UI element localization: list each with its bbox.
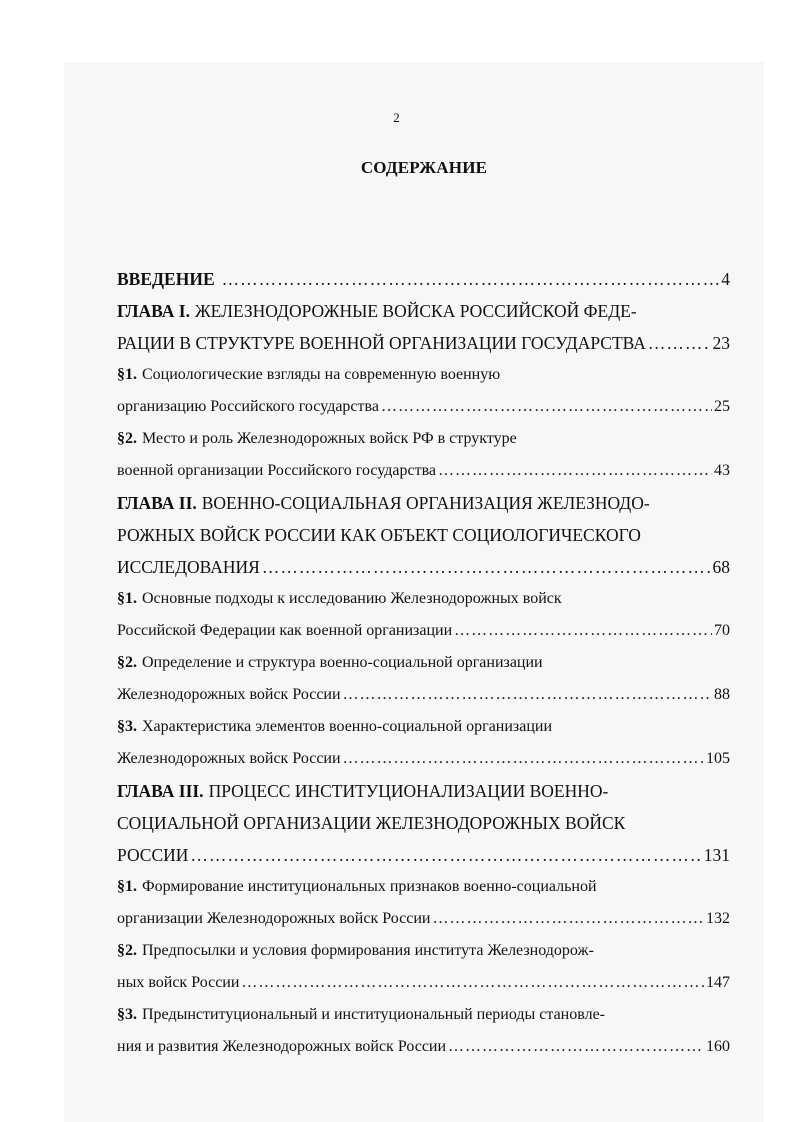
toc-entry-title: Характеристика элементов военно-социальной организации <box>142 718 553 735</box>
toc-entry-title: Формирование институциональных признаков военно-социальной <box>142 878 597 895</box>
toc-entry-section-2-1[interactable] <box>117 583 730 647</box>
toc-entry-label: §1. <box>117 366 137 383</box>
toc-entry-chapter-2[interactable] <box>117 487 730 583</box>
toc-page-number: 160 <box>706 1038 730 1055</box>
toc-entry-label: §2. <box>117 654 137 671</box>
toc-entry-title: РАЦИИ В СТРУКТУРЕ ВОЕННОЙ ОРГАНИЗАЦИИ ГОСУДАРСТВА <box>117 333 646 353</box>
toc-entry-title: Социологические взгляды на современную военную <box>142 366 501 383</box>
dot-leader <box>381 391 712 423</box>
toc-entry-title: Железнодорожных войск России <box>117 686 341 703</box>
toc-entry-title: Предпосылки и условия формирования института Железнодорож- <box>142 942 594 959</box>
toc-entry-title: Определение и структура военно-социальной организации <box>142 654 543 671</box>
toc-entry-intro[interactable] <box>117 263 730 295</box>
dot-leader <box>343 679 712 711</box>
page-number: 2 <box>393 110 400 125</box>
toc-entry-title: Железнодорожных войск России <box>117 750 341 767</box>
toc-page-number: 43 <box>714 462 730 479</box>
toc-page-number: 70 <box>714 622 730 639</box>
table-of-contents <box>117 263 730 1063</box>
dot-leader <box>343 743 704 775</box>
toc-entry-title: ЖЕЛЕЗНОДОРОЖНЫЕ ВОЙСКА РОССИЙСКОЙ ФЕДЕ- <box>194 301 637 321</box>
dot-leader <box>438 455 712 487</box>
toc-entry-section-1-1[interactable] <box>117 359 730 423</box>
toc-entry-label: §2. <box>117 942 137 959</box>
toc-page-number: 105 <box>706 750 730 767</box>
dot-leader <box>432 903 704 935</box>
toc-entry-label: ГЛАВА II. <box>117 493 197 513</box>
toc-entry-title: организацию Российского государства <box>117 398 379 415</box>
toc-entry-label: §2. <box>117 430 137 447</box>
toc-entry-title: ИССЛЕДОВАНИЯ <box>117 557 260 577</box>
toc-entry-chapter-3[interactable] <box>117 775 730 871</box>
toc-entry-section-3-1[interactable] <box>117 871 730 935</box>
toc-page-number: 147 <box>706 974 730 991</box>
toc-entry-title: Место и роль Железнодорожных войск РФ в структуре <box>142 430 517 447</box>
toc-entry-title: ных войск России <box>117 974 240 991</box>
toc-entry-title: РОССИИ <box>117 845 189 865</box>
toc-entry-title: Основные подходы к исследованию Железнодорожных войск <box>142 590 562 607</box>
toc-entry-label: §3. <box>117 718 137 735</box>
toc-entry-title: ния и развития Железнодорожных войск России <box>117 1038 447 1055</box>
toc-entry-title: Российской Федерации как военной организации <box>117 622 453 639</box>
toc-page-number: 23 <box>712 333 730 353</box>
toc-entry-label: §1. <box>117 878 137 895</box>
toc-entry-title: Предынституциональный и институциональный периоды становле- <box>142 1006 605 1023</box>
toc-entry-title: организации Железнодорожных войск России <box>117 910 431 927</box>
dot-leader <box>454 615 712 647</box>
toc-entry-title: ПРОЦЕСС ИНСТИТУЦИОНАЛИЗАЦИИ ВОЕННО- <box>208 781 609 801</box>
toc-page-number: 132 <box>706 910 730 927</box>
toc-entry-label: §3. <box>117 1006 137 1023</box>
toc-entry-title: ВОЕННО-СОЦИАЛЬНАЯ ОРГАНИЗАЦИЯ ЖЕЛЕЗНОДО- <box>201 493 650 513</box>
toc-entry-title: военной организации Российского государства <box>117 462 437 479</box>
toc-entry-title: СОЦИАЛЬНОЙ ОРГАНИЗАЦИИ ЖЕЛЕЗНОДОРОЖНЫХ ВОЙСК <box>117 813 626 833</box>
dot-leader <box>262 551 711 583</box>
toc-entry-title: РОЖНЫХ ВОЙСК РОССИИ КАК ОБЪЕКТ СОЦИОЛОГИЧЕСКОГО <box>117 525 641 545</box>
toc-page-number: 4 <box>721 269 730 289</box>
toc-page-number: 88 <box>714 686 730 703</box>
toc-entry-label: ГЛАВА I. <box>117 301 190 321</box>
dot-leader <box>190 839 701 871</box>
page-title: СОДЕРЖАНИЕ <box>360 158 488 177</box>
toc-entry-section-3-3[interactable] <box>117 999 730 1063</box>
dot-leader <box>222 263 720 295</box>
toc-entry-section-2-3[interactable] <box>117 711 730 775</box>
dot-leader <box>241 967 704 999</box>
toc-page-number: 68 <box>712 557 730 577</box>
toc-entry-section-2-2[interactable] <box>117 647 730 711</box>
toc-entry-chapter-1[interactable] <box>117 295 730 359</box>
toc-entry-label: §1. <box>117 590 137 607</box>
toc-page-number: 25 <box>714 398 730 415</box>
toc-entry-section-1-2[interactable] <box>117 423 730 487</box>
toc-entry-label: ГЛАВА III. <box>117 781 204 801</box>
toc-page-number: 131 <box>703 845 730 865</box>
dot-leader <box>448 1031 704 1063</box>
toc-entry-label: ВВЕДЕНИЕ <box>117 269 215 289</box>
dot-leader <box>648 327 711 359</box>
toc-entry-section-3-2[interactable] <box>117 935 730 999</box>
